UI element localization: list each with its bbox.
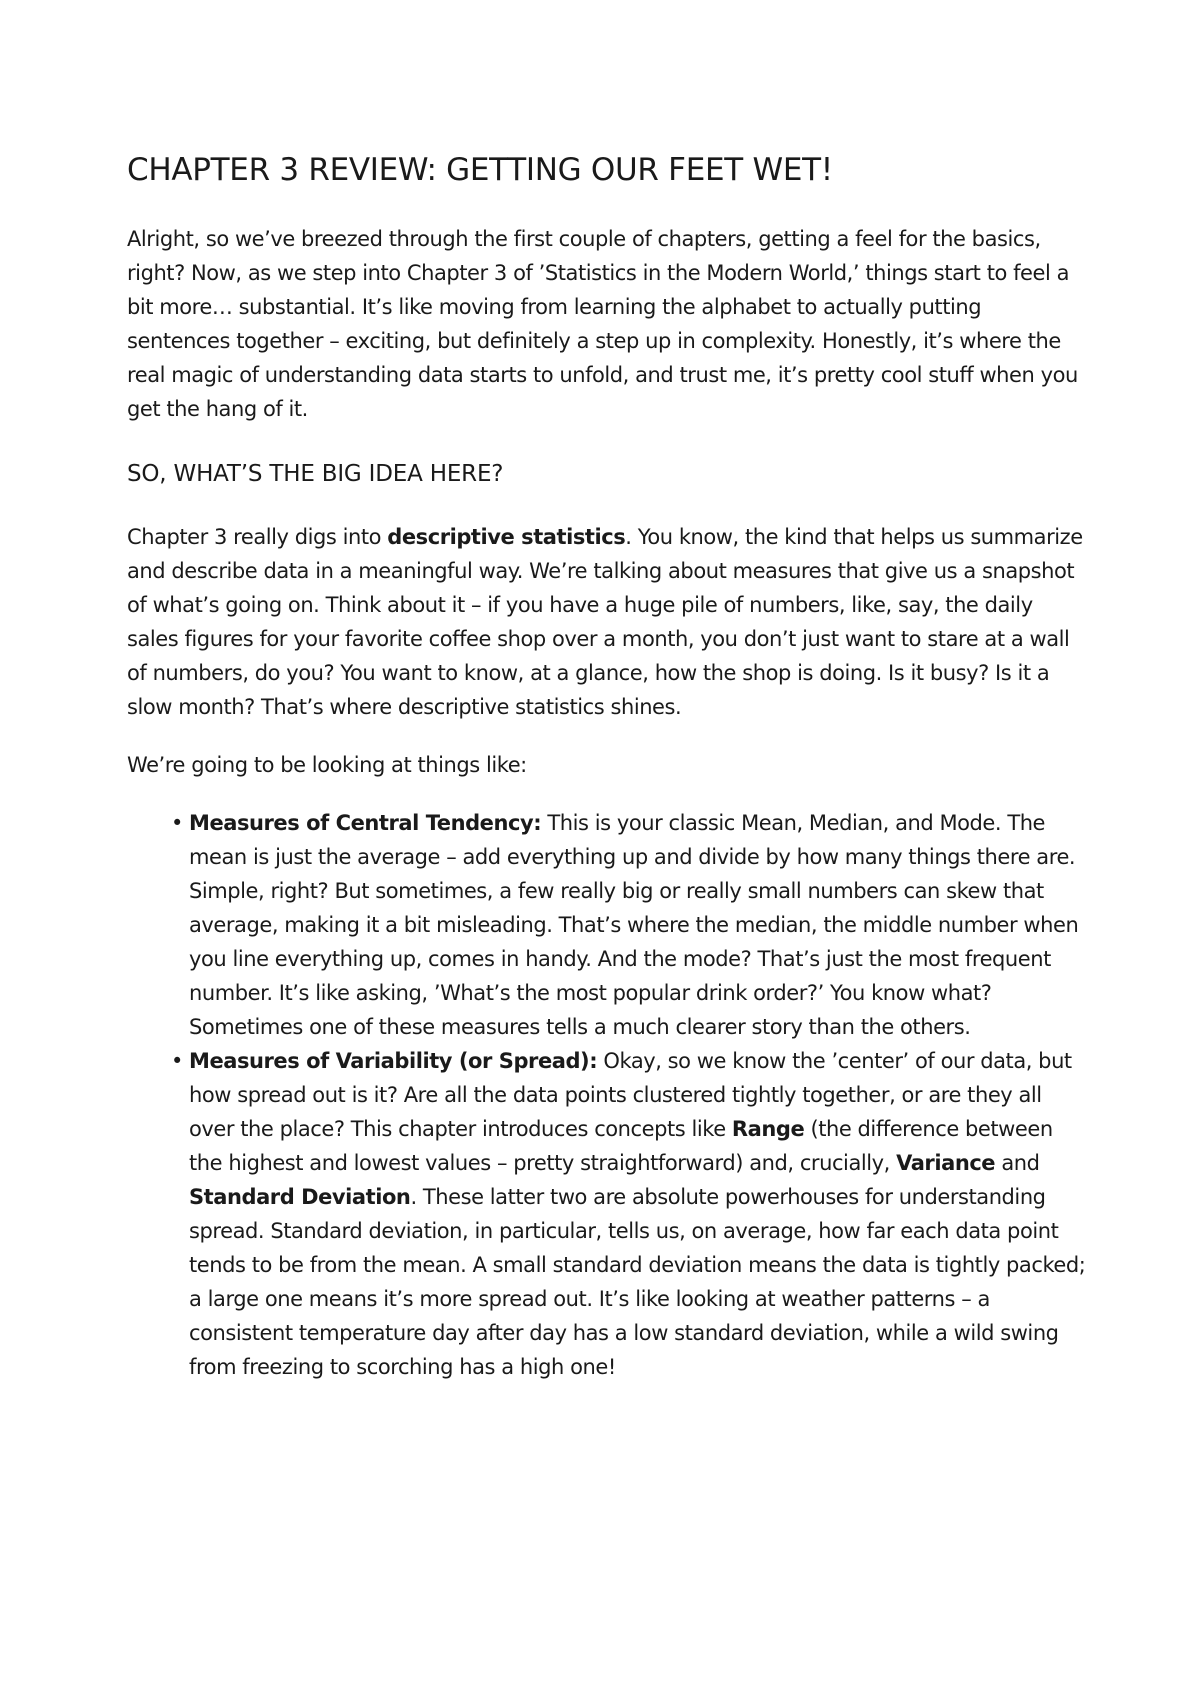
list-item-text: . These latter two are absolute powerhouses for understanding spread. Standard deviation, in particular, tells us, on average, how far each data point tends to be from the mean. A small standard deviation means the data is tightly packed; a large one means it’s more spread out. It’s like looking at weather patterns – a consistent temperature day after day has a low standard deviation, while a wild swing from freezing to scorching has a high one! (189, 1185, 1086, 1379)
intro-paragraph: Alright, so we’ve breezed through the first couple of chapters, getting a feel for the basics, right? Now, as we step into Chapter 3 of ’Statistics in the Modern World,’ things start to feel a bit more… substantial. It’s like moving from learning the alphabet to actually putting sentences together – exciting, but definitely a step up in complexity. Honestly, it’s where the real magic of understanding data starts to unfold, and trust me, it’s pretty cool stuff when you get the hang of it. (127, 227, 1078, 421)
term-variance: Variance (896, 1151, 996, 1175)
list-item-text: and (995, 1151, 1040, 1175)
measures-list (127, 806, 1087, 1384)
para2-text-after: . You know, the kind that helps us summarize and describe data in a meaningful way. We’re talking about measures that give us a snapshot of what’s going on. Think about it – if you have a huge pile of numbers, like, say, the daily sales figures for your favorite coffee shop over a month, you don’t just want to stare at a wall of numbers, do you? You want to know, at a glance, how the shop is doing. Is it busy? Is it a slow month? That’s where descriptive statistics shines. (127, 525, 1083, 719)
document-page (127, 150, 1087, 1384)
section-heading: SO, WHAT’S THE BIG IDEA HERE? (127, 461, 504, 487)
list-item-text: Okay, so we know the ’center’ of our data, but how spread out is it? Are all the data points clustered tightly together, or are they all over the place? This chapter introduces concepts like (189, 1049, 1072, 1141)
list-item-label: Measures of Variability (or Spread): (189, 1049, 598, 1073)
list-item-text: (the difference between the highest and lowest values – pretty straightforward) and, crucially, (189, 1117, 1053, 1175)
para2-text-before: Chapter 3 really digs into (127, 525, 388, 549)
bullet-marker: • (171, 811, 183, 835)
page-title: CHAPTER 3 REVIEW: GETTING OUR FEET WET! (127, 152, 833, 188)
term-standard-deviation: Standard Deviation (189, 1185, 411, 1209)
list-item-variability (171, 1044, 1087, 1384)
list-item-central-tendency (171, 806, 1087, 1044)
list-item-label: Measures of Central Tendency: (189, 811, 542, 835)
term-range: Range (731, 1117, 805, 1141)
list-intro: We’re going to be looking at things like: (127, 753, 527, 777)
descriptive-statistics-paragraph (127, 520, 1087, 724)
list-item-text: This is your classic Mean, Median, and Mode. The mean is just the average – add everything up and divide by how many things there are. Simple, right? But sometimes, a few really big or really small numbers can skew that average, making it a bit misleading. That’s where the median, the middle number when you line everything up, comes in handy. And the mode? That’s just the most frequent number. It’s like asking, ’What’s the most popular drink order?’ You know what? Sometimes one of these measures tells a much clearer story than the others. (189, 811, 1079, 1039)
para2-bold-term: descriptive statistics (387, 525, 626, 549)
bullet-marker: • (171, 1049, 183, 1073)
